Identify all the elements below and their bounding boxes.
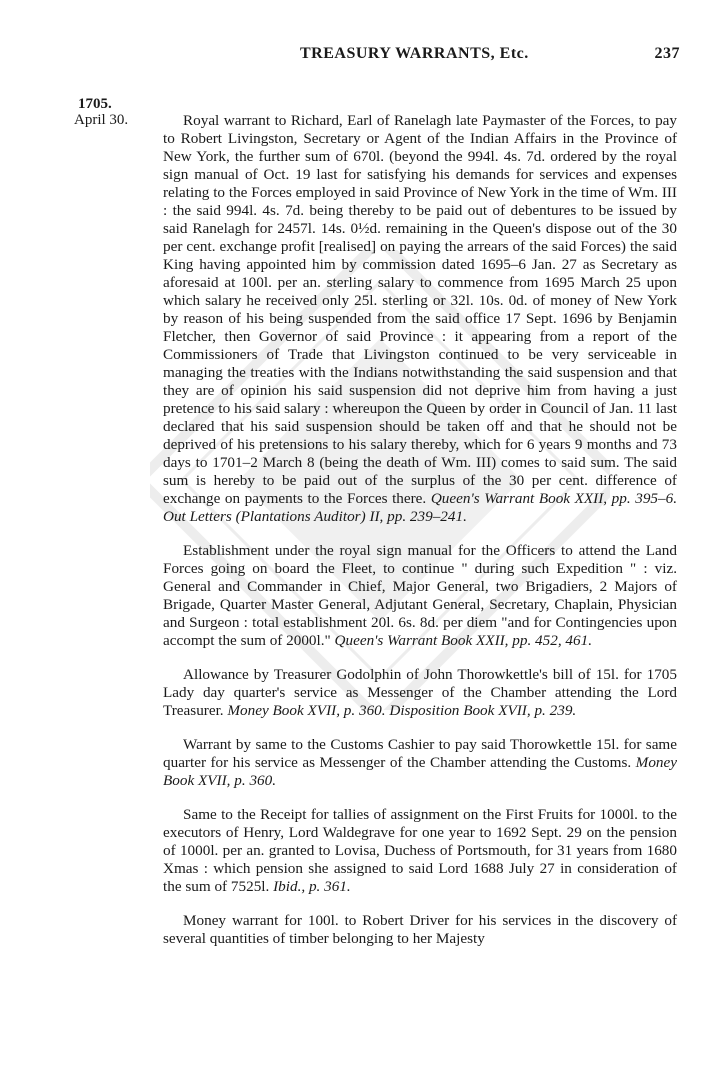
entry-paragraph (163, 736, 677, 790)
entry-paragraph (163, 912, 677, 948)
entry-paragraph (163, 542, 677, 650)
entry-reference: Money Book XVII, p. 360. Disposition Book XVII, p. 239. (227, 702, 577, 719)
entry-text: Same to the Receipt for tallies of assignment on the First Fruits for 1000l. to the executors of Henry, Lord Waldegrave for one year to 1692 Sept. 29 on the pension of 1000l. per an. granted to Lovisa, Duchess of Portsmouth, for 31 years from 1680 Xmas : which pension she assigned to said Lord 1688 July 27 in consideration of the sum of 7525l. (163, 806, 677, 895)
page-number: 237 (654, 45, 680, 62)
margin-year: 1705. (78, 96, 112, 112)
entry-reference: Queen's Warrant Book XXII, pp. 452, 461. (334, 632, 593, 649)
entries-body (163, 112, 677, 964)
entry-paragraph (163, 112, 677, 526)
margin-date: April 30. (74, 112, 129, 128)
header-title: TREASURY WARRANTS, Etc. (300, 45, 529, 62)
entry-text: Royal warrant to Richard, Earl of Ranelagh late Paymaster of the Forces, to pay to Robert Livingston, Secretary or Agent of the Indian Affairs in the Province of New York, the further sum of 670l. (beyond the 994l. 4s. 7d. ordered by the royal sign manual of Oct. 19 last for satisfying his demands for services and expenses relating to the Forces employed in said Province of New York in the time of Wm. III : the said 994l. 4s. 7d. being thereby to be paid out of debentures to be issued by said Ranelagh for 2457l. 14s. 0½d. remaining in the Queen's dispose out of the 30 per cent. exchange profit [realised] on paying the arrears of the said Forces) the said King having appointed him by commission dated 1695–6 Jan. 27 as Secretary as aforesaid at 100l. per an. sterling salary to commence from 1695 March 25 upon which salary he received only 25l. sterling or 32l. 10s. 0d. of money of New York by reason of his being suspended from the said office 17 Sept. 1696 by Benjamin Fletcher, then Governor of said Province : it appearing from a report of the Commissioners of Trade that Livingston continued to be very serviceable in managing the treaties with the Indians notwithstanding the said suspension and that they are of opinion his said suspension did not deprive him from having a just pretence to his said salary : whereupon the Queen by order in Council of Jan. 11 last declared that his said suspension should be taken off and that he should not be deprived of his pretensions to his salary thereby, which for 6 years 9 months and 73 days to 1701–2 March 8 (being the death of Wm. III) comes to said sum. The said sum is hereby to be paid out of the surplus of the 30 per cent. difference of exchange on payments to the Forces there. (163, 112, 677, 507)
entry-paragraph (163, 806, 677, 896)
entry-reference: Money Book XVII, p. 360. (163, 754, 677, 789)
entry-text: Establishment under the royal sign manual for the Officers to attend the Land Forces going on board the Fleet, to continue " during such Expedition " : viz. General and Commander in Chief, Major General, two Brigadiers, 2 Majors of Brigade, Quarter Master General, Adjutant General, Secretary, Chaplain, Physician and Surgeon : total establishment 20l. 6s. 8d. per diem "and for Contingencies upon accompt the sum of 2000l." (163, 542, 677, 649)
entry-text: Money warrant for 100l. to Robert Driver for his services in the discovery of several quantities of timber belonging to her Majesty (163, 912, 677, 947)
entry-reference: Queen's Warrant Book XXII, pp. 395–6. Out Letters (Plantations Auditor) II, pp. 239–241. (163, 490, 678, 525)
entry-text: Allowance by Treasurer Godolphin of John Thorowkettle's bill of 15l. for 1705 Lady day quarter's service as Messenger of the Chamber attending the Lord Treasurer. (163, 666, 677, 719)
entry-paragraph (163, 666, 677, 720)
entry-reference: Ibid., p. 361. (273, 878, 351, 895)
running-header (300, 45, 680, 69)
entry-text: Warrant by same to the Customs Cashier to pay said Thorowkettle 15l. for same quarter for his service as Messenger of the Chamber attending the Customs. (163, 736, 677, 771)
